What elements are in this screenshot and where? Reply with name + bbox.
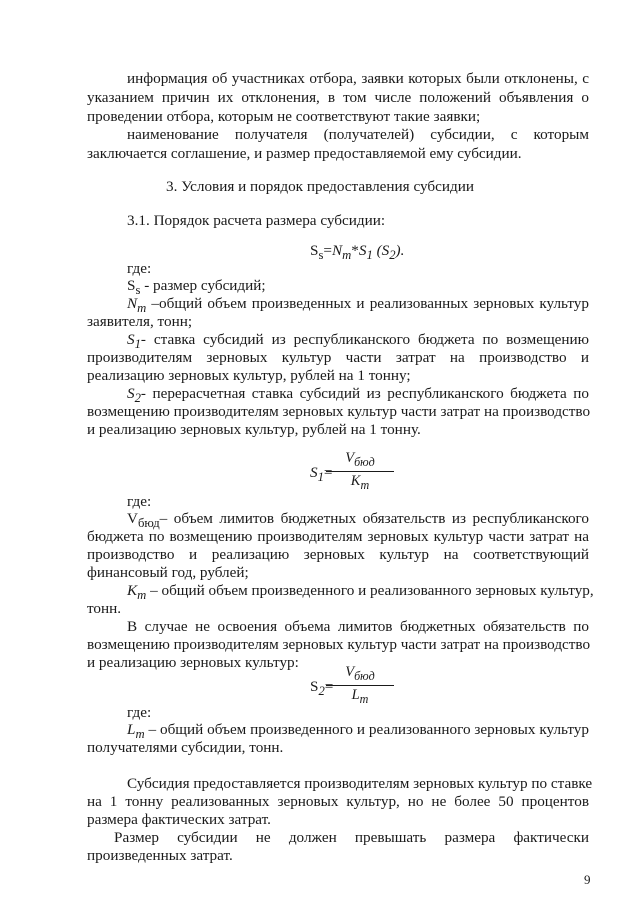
- formula-s1-lhs: $S_1=$: [310, 464, 333, 485]
- formula-s1-fraction: $V_{бюд}$ $K_m$: [320, 450, 400, 493]
- text-line: получателями субсидии, тонн.: [87, 739, 284, 756]
- formula-s2-lhs: $S_2=$: [310, 678, 334, 699]
- text-line: бюджета по возмещению производителям зерновых культур части затрат на: [87, 528, 589, 545]
- definition-s2: $S_2-$ перерасчетная ставка субсидий из республиканского бюджета по: [127, 385, 589, 406]
- where-label: где:: [127, 704, 152, 721]
- formula-s2-fraction: $V_{бюд}$ $L_m$: [320, 664, 400, 707]
- formula-main: $S_s=N_m*S_1$ $(S_2)$.: [310, 242, 405, 263]
- text-line: реализацию зерновых культур, рублей на 1 тонну;: [87, 367, 411, 384]
- text-line: на 1 тонну реализованных зерновых культур, но не более 50 процентов: [87, 793, 589, 810]
- definition-lm: $L_m$ – общий объем произведенного и реализованного зерновых культур: [127, 721, 589, 742]
- text-line: информация об участниках отбора, заявки которых были отклонены, с: [127, 70, 589, 87]
- page-number: 9: [584, 872, 591, 887]
- where-label: где:: [127, 493, 152, 510]
- text-line: производителям зерновых культур части затрат на производство и: [87, 349, 589, 366]
- text-line: В случае не освоения объема лимитов бюджетных обязательств по: [127, 618, 589, 635]
- text-line: возмещению производителям зерновых культур части затрат на производство: [87, 636, 591, 653]
- text-line: указанием причин их отклонения, в том числе положений объявления о: [87, 89, 589, 106]
- definition-km: $K_m$ – общий объем произведенного и реализованного зерновых культур,: [127, 582, 594, 603]
- text-line: размера фактических затрат.: [87, 811, 271, 828]
- text-line: производство и реализацию зерновых культур на соответствующий: [87, 546, 589, 563]
- clause-title: 3.1. Порядок расчета размера субсидии:: [127, 212, 386, 229]
- definition-nm: $N_m$ –общий объем произведенных и реализованных зерновых культур: [127, 295, 589, 316]
- text-line: тонн.: [87, 600, 122, 617]
- text-line: возмещению производителям зерновых культур части затрат на производство: [87, 403, 591, 420]
- text-line: проведении отбора, которым не соответствуют такие заявки;: [87, 108, 481, 125]
- text-line: заявителя, тонн;: [87, 313, 193, 330]
- section-heading: 3. Условия и порядок предоставления субсидии: [166, 178, 474, 195]
- text-line: заключается соглашение, и размер предоставляемой ему субсидии.: [87, 145, 522, 162]
- where-label: где:: [127, 260, 152, 277]
- text-line: Субсидия предоставляется производителям зерновых культур по ставке: [127, 775, 593, 792]
- definition-vbud: $V_{бюд}-$ объем лимитов бюджетных обязательств из республиканского: [127, 510, 589, 531]
- text-line: наименование получателя (получателей) субсидии, с которым: [127, 126, 589, 143]
- text-line: финансовый год, рублей;: [87, 564, 249, 581]
- definition-ss: $S_s$ - размер субсидий;: [127, 277, 266, 298]
- text-line: и реализацию зерновых культур:: [87, 654, 299, 671]
- text-line: Размер субсидии не должен превышать размера фактически: [114, 829, 589, 846]
- text-line: произведенных затрат.: [87, 847, 233, 864]
- text-line: и реализацию зерновых культур, рублей на 1 тонну.: [87, 421, 421, 438]
- definition-s1: $S_1-$ ставка субсидий из республиканского бюджета по возмещению: [127, 331, 589, 352]
